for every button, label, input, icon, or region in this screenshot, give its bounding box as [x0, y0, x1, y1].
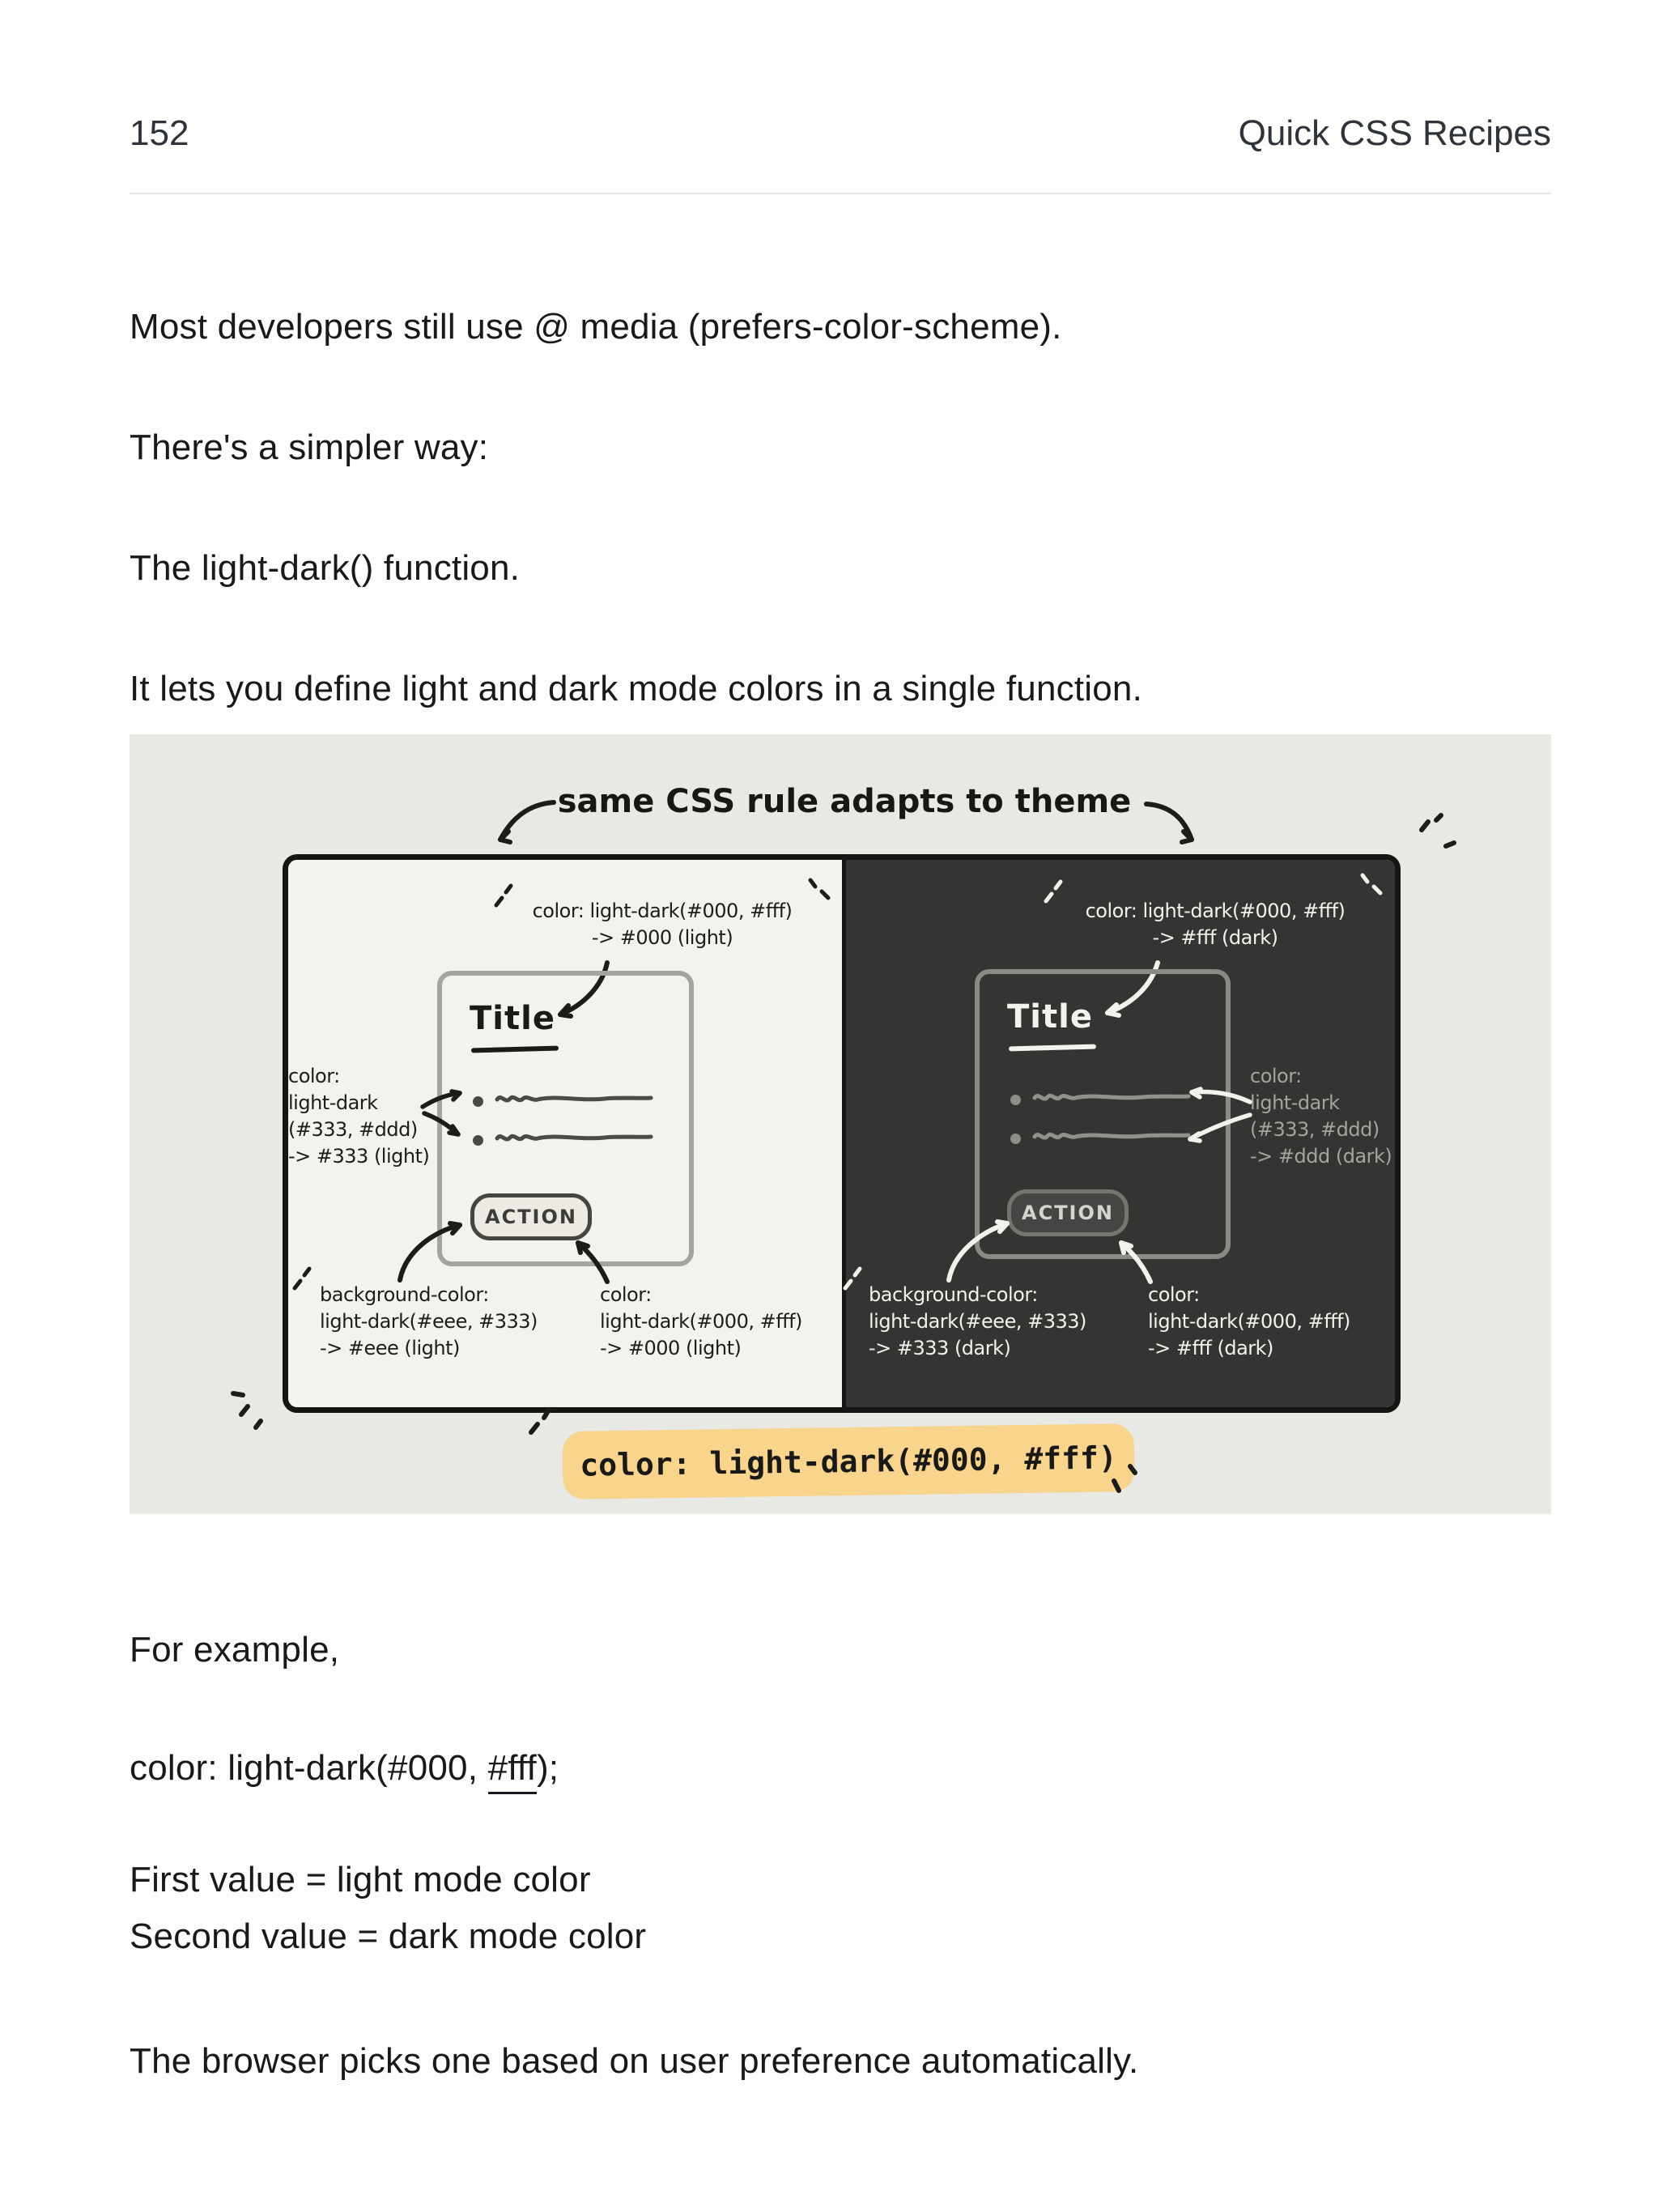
intro-paragraph: There's a simpler way:: [130, 428, 489, 467]
text-line-squiggle-icon: [1033, 1128, 1191, 1142]
outro-paragraph: The browser picks one based on user preference automatically.: [130, 2041, 1139, 2081]
action-button-dark: ACTION: [1007, 1189, 1129, 1236]
card-title: Title: [470, 1000, 555, 1037]
text-line-squiggle-icon: [495, 1129, 653, 1144]
arrow-caption-left-icon: [492, 798, 557, 846]
dark-top-note: color: light-dark(#000, #fff) -> #fff (dark): [1085, 900, 1346, 949]
sparkle-icon: [290, 1266, 319, 1295]
outro-paragraph: For example,: [130, 1630, 340, 1670]
bullet-dot: [1010, 1095, 1021, 1105]
arrow-side-note-icon: [419, 1087, 466, 1110]
page-number: 152: [130, 113, 189, 153]
action-button-light: ACTION: [470, 1193, 592, 1240]
dark-bg-note: background-color: light-dark(#eee, #333) -> #333 (dark): [869, 1283, 1086, 1359]
dark-color-note: color: light-dark(#000, #fff) -> #fff (dark): [1148, 1283, 1350, 1359]
arrow-color-note-to-button-icon: [568, 1235, 615, 1285]
sparkle-icon: [840, 1266, 869, 1295]
sparkle-icon: [1415, 814, 1459, 864]
card-title-underline: [1009, 1044, 1096, 1052]
arrow-side-note-icon: [421, 1108, 465, 1141]
intro-paragraph: The light-dark() function.: [130, 548, 521, 588]
light-side-note: color: light-dark (#333, #ddd) -> #333 (light): [288, 1065, 430, 1168]
text-line-squiggle-icon: [1033, 1089, 1191, 1104]
light-top-note: color: light-dark(#000, #fff) -> #000 (light): [532, 900, 793, 949]
sparkle-icon: [491, 883, 521, 912]
code-callout: [562, 1423, 1134, 1499]
dark-side-note: color: light-dark (#333, #ddd) -> #ddd (dark): [1250, 1065, 1392, 1168]
arrow-color-note-to-button-icon: [1112, 1235, 1158, 1285]
arrow-bg-note-to-button-icon: [937, 1214, 1014, 1283]
underlined-value: #fff: [488, 1748, 537, 1794]
light-bg-note: background-color: light-dark(#eee, #333) -> #eee (light): [320, 1283, 538, 1359]
card-title: Title: [1007, 998, 1093, 1036]
arrow-side-note-icon: [1182, 1110, 1253, 1144]
bullet-dot: [1010, 1134, 1021, 1144]
card-title-underline: [471, 1046, 559, 1053]
outro-paragraph: First value = light mode color: [130, 1860, 591, 1899]
outro-paragraph: Second value = dark mode color: [130, 1916, 647, 1956]
bullet-dot: [473, 1096, 483, 1107]
diagram-caption: same CSS rule adapts to theme: [557, 783, 1132, 820]
code-example-line: color: light-dark(#000, #fff);: [130, 1746, 1554, 1791]
header-divider: [130, 193, 1551, 194]
intro-paragraph: Most developers still use @ media (prefers-color-scheme).: [130, 307, 1062, 347]
text-line-squiggle-icon: [495, 1091, 653, 1105]
bullet-dot: [473, 1135, 483, 1146]
demo-card-light: [437, 971, 694, 1266]
page-header: [130, 113, 1551, 154]
sparkle-icon: [804, 877, 833, 906]
light-dark-diagram: [130, 734, 1551, 1514]
book-title: Quick CSS Recipes: [1238, 113, 1551, 153]
arrow-bg-note-to-button-icon: [387, 1215, 468, 1283]
sparkle-icon: [525, 1405, 560, 1440]
light-color-note: color: light-dark(#000, #fff) -> #000 (light): [600, 1283, 802, 1359]
code-callout-text: color: light-dark(#000, #fff): [579, 1440, 1118, 1483]
arrow-caption-right-icon: [1141, 799, 1198, 846]
intro-paragraph: It lets you define light and dark mode colors in a single function.: [130, 669, 1143, 708]
sparkle-icon: [1356, 872, 1385, 901]
arrow-side-note-icon: [1184, 1086, 1253, 1107]
sparkle-icon: [1041, 878, 1070, 908]
sparkle-icon: [1106, 1461, 1141, 1497]
sparkle-icon: [228, 1387, 274, 1437]
